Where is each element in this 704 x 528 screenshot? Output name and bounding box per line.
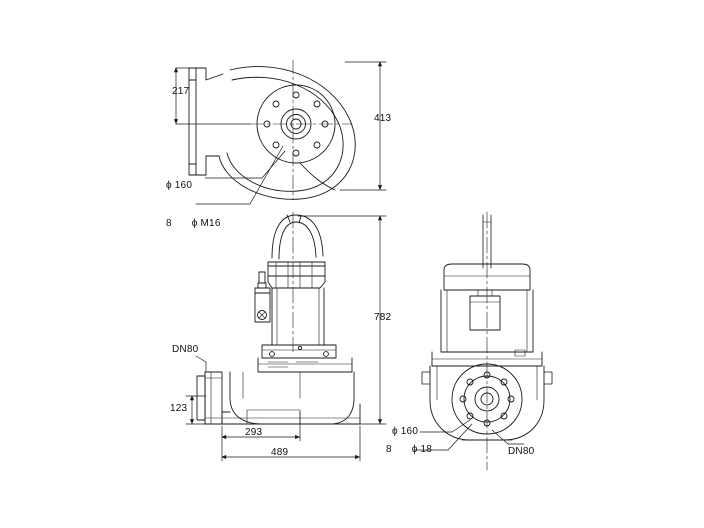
- dim-label-123: 123: [170, 403, 188, 414]
- phi-symbol-top: ϕ: [166, 180, 172, 191]
- dim-label-413: 413: [374, 113, 392, 124]
- dim-489: [222, 426, 360, 461]
- leader-phi160-bottom: [420, 420, 470, 432]
- leader-dn80-side: [492, 430, 524, 444]
- phi-value-top: 160: [174, 180, 193, 191]
- bolt-spec-top: M16: [200, 218, 221, 229]
- dim-label-dn80-side: DN80: [508, 446, 535, 457]
- dim-label-dn80-front: DN80: [172, 344, 199, 355]
- leader-dn80-front: [196, 356, 206, 372]
- dim-413: [340, 62, 386, 190]
- bolt-count-bottom: 8: [386, 444, 392, 455]
- side-view-pump: [422, 212, 552, 470]
- bolt-spec-bottom: 18: [420, 444, 433, 455]
- dim-label-489: 489: [271, 447, 289, 458]
- dim-label-phi160-bottom: [392, 426, 418, 437]
- phi-value-bottom: 160: [400, 426, 419, 437]
- front-view-pump: [197, 212, 360, 424]
- leader-bolt-top: [196, 146, 283, 204]
- top-view-volute: [189, 60, 355, 200]
- dim-label-bolts-bottom: [386, 444, 432, 455]
- phi-symbol-bottom: ϕ: [392, 426, 398, 437]
- dim-label-phi160-top: [166, 180, 192, 191]
- dim-label-217: 217: [172, 86, 190, 97]
- dim-label-782: 782: [374, 312, 392, 323]
- bolt-phi-bottom: ϕ: [411, 444, 418, 455]
- dim-label-bolts-top: [166, 218, 221, 229]
- bolt-count-top: 8: [166, 218, 172, 229]
- dim-label-293: 293: [245, 427, 263, 438]
- bolt-phi-top: ϕ: [191, 218, 198, 229]
- dim-782: [298, 216, 386, 424]
